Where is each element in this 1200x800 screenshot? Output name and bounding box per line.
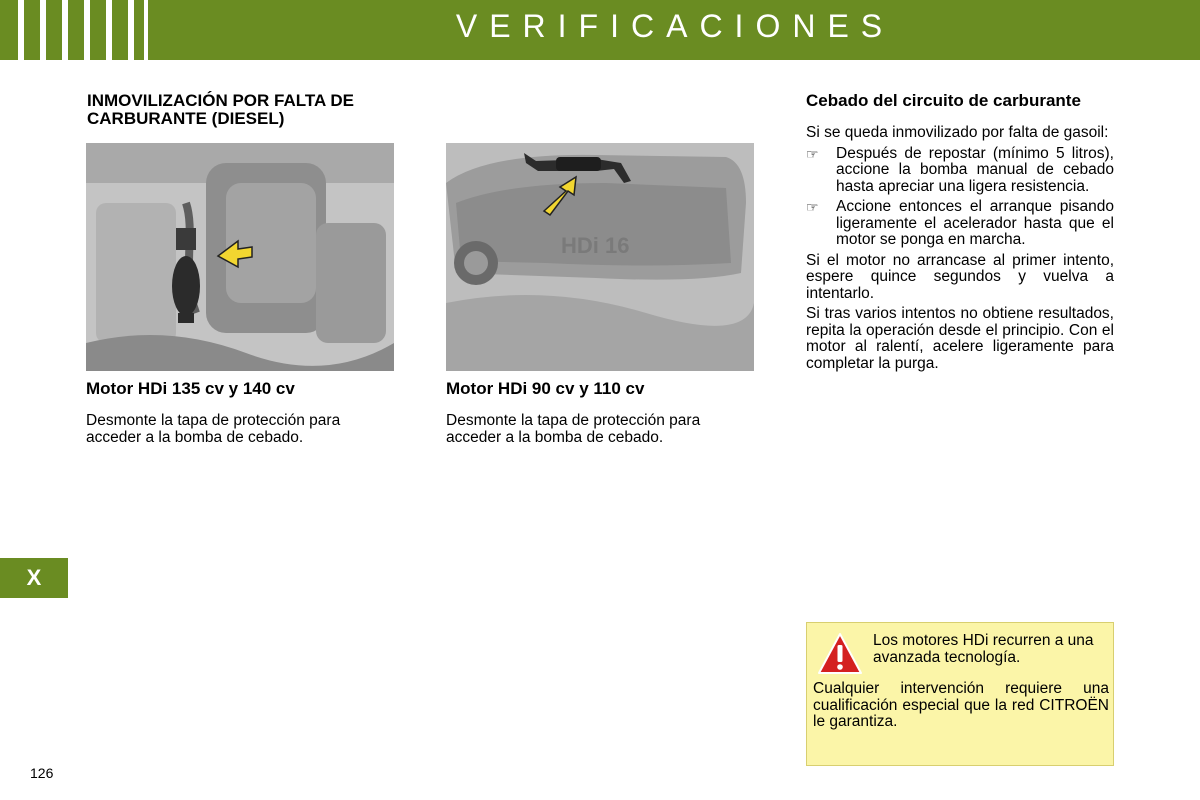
priming-para-purge: Si tras varios intentos no obtiene resultados, repita la operación desde el principio. Con el motor al ralentí, acelere ligeramente para completar la purga.	[806, 305, 1114, 372]
bullet-text: Accione entonces el arranque pisando ligeramente el acelerador hasta que el motor se ponga en marcha.	[836, 198, 1114, 248]
warning-triangle-icon	[817, 631, 863, 677]
engine-photo-hdi-90-110	[446, 143, 754, 371]
priming-intro: Si se queda inmovilizado por falta de gasoil:	[806, 124, 1109, 141]
pointing-hand-icon: ☞	[806, 145, 819, 162]
header-stripe	[62, 0, 68, 60]
warning-box	[806, 622, 1114, 766]
figure1-caption-text: Desmonte la tapa de protección para acceder a la bomba de cebado.	[86, 412, 341, 446]
header-stripe	[18, 0, 24, 60]
header-stripe	[40, 0, 46, 60]
figure2-caption-text: Desmonte la tapa de protección para acceder a la bomba de cebado.	[446, 412, 701, 446]
pointing-hand-icon: ☞	[806, 199, 819, 215]
header-stripe	[128, 0, 134, 60]
list-item	[806, 199, 1114, 249]
page-number: 126	[30, 765, 54, 781]
header-stripe	[84, 0, 90, 60]
priming-instructions	[806, 92, 1114, 376]
page-header	[0, 0, 1200, 60]
engine-cover-label: HDi 16	[561, 233, 630, 258]
priming-title: Cebado del circuito de carburante	[806, 91, 1081, 110]
header-stripe	[144, 0, 148, 60]
warning-text-qualification: Cualquier intervención requiere una cualificación especial que la red CITROËN le garantiza.	[813, 680, 1109, 730]
warning-text-technology: Los motores HDi recurren a una avanzada tecnología.	[873, 632, 1094, 666]
page-title: VERIFICACIONES	[455, 8, 895, 44]
engine-photo-hdi-135-140	[86, 143, 394, 371]
priming-para-retry: Si el motor no arrancase al primer intento, espere quince segundos y vuelva a intentarlo.	[806, 251, 1114, 302]
list-item	[806, 146, 1114, 196]
figure1-caption-title: Motor HDi 135 cv y 140 cv	[86, 379, 295, 398]
figure2-caption-title: Motor HDi 90 cv y 110 cv	[446, 379, 645, 398]
bullet-text: Después de repostar (mínimo 5 litros), accione la bomba manual de cebado hasta apreciar una ligera resistencia.	[836, 144, 1114, 195]
chapter-tab[interactable]: X	[0, 558, 68, 598]
section-title-diesel: INMOVILIZACIÓN POR FALTA DE CARBURANTE (DIESEL)	[87, 91, 354, 128]
header-stripe	[106, 0, 112, 60]
